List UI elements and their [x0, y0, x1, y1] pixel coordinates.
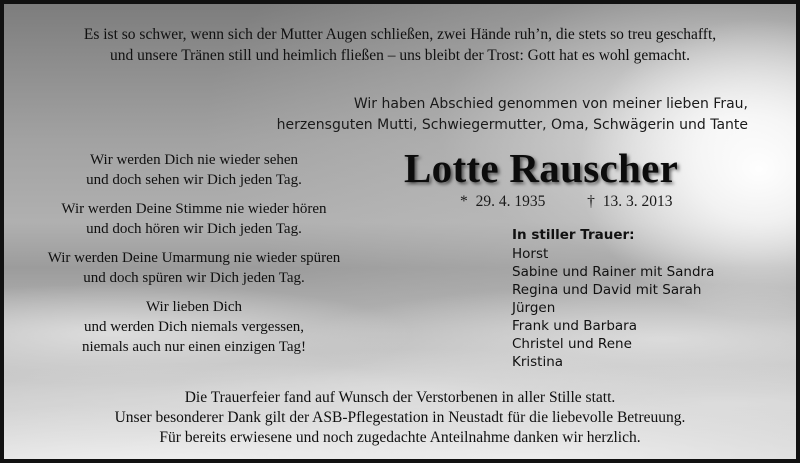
deceased-name: Lotte Rauscher	[404, 145, 679, 191]
life-dates	[460, 193, 677, 211]
verse-line: Wir werden Deine Umarmung nie wieder spüren	[47, 250, 341, 266]
birth-symbol: *	[460, 193, 468, 210]
top-verse-line: Es ist so schwer, wenn sich der Mutter Augen schließen, zwei Hände ruh’n, die stets so treu geschafft,	[83, 26, 717, 43]
top-verse-line: und unsere Tränen still und heimlich fließen – uns bleibt der Trost: Gott hat es wohl gemacht.	[110, 47, 690, 64]
verse-stanza	[34, 248, 354, 288]
mourner-name: Jürgen	[512, 300, 556, 316]
death-date: 13. 3. 2013	[602, 193, 673, 210]
farewell-line: herzensguten Mutti, Schwiegermutter, Oma, Schwägerin und Tante	[276, 117, 748, 133]
footer-line: Die Trauerfeier fand auf Wunsch der Verstorbenen in aller Stille statt.	[184, 389, 616, 406]
mourner-name: Kristina	[512, 354, 564, 370]
mourner-name: Christel und Rene	[512, 336, 632, 352]
mourners-heading: In stiller Trauer:	[512, 227, 635, 243]
verse-line: und doch spüren wir Dich jeden Tag.	[83, 270, 305, 286]
verse-line: Wir lieben Dich	[145, 299, 243, 315]
verse-stanza	[34, 150, 354, 190]
death-symbol: †	[587, 193, 595, 210]
verse-stanza	[34, 199, 354, 239]
mourner-name: Frank und Barbara	[512, 318, 637, 334]
verse-stanza	[34, 297, 354, 357]
verse-line: und doch hören wir Dich jeden Tag.	[86, 221, 302, 237]
farewell-line: Wir haben Abschied genommen von meiner lieben Frau,	[353, 96, 748, 112]
footer-text	[4, 388, 796, 448]
birth-date: 29. 4. 1935	[475, 193, 546, 210]
verse-line: Wir werden Dich nie wieder sehen	[89, 152, 299, 168]
mourner-name: Horst	[512, 246, 549, 262]
verse-line: niemals auch nur einen einzigen Tag!	[81, 339, 306, 355]
verse-line: und doch sehen wir Dich jeden Tag.	[86, 172, 302, 188]
verse-line: Wir werden Deine Stimme nie wieder hören	[61, 201, 327, 217]
mourner-name: Sabine und Rainer mit Sandra	[512, 264, 715, 280]
left-verse	[34, 150, 354, 357]
footer-line: Für bereits erwiesene und noch zugedachte Anteilnahme danken wir herzlich.	[159, 429, 641, 446]
mourners-list	[512, 226, 714, 371]
farewell-text	[277, 94, 748, 136]
mourner-name: Regina und David mit Sarah	[512, 282, 702, 298]
footer-line: Unser besonderer Dank gilt der ASB-Pflegestation in Neustadt für die liebevolle Betreuung.	[114, 409, 686, 426]
verse-line: und werden Dich niemals vergessen,	[83, 319, 305, 335]
top-verse	[4, 24, 796, 66]
